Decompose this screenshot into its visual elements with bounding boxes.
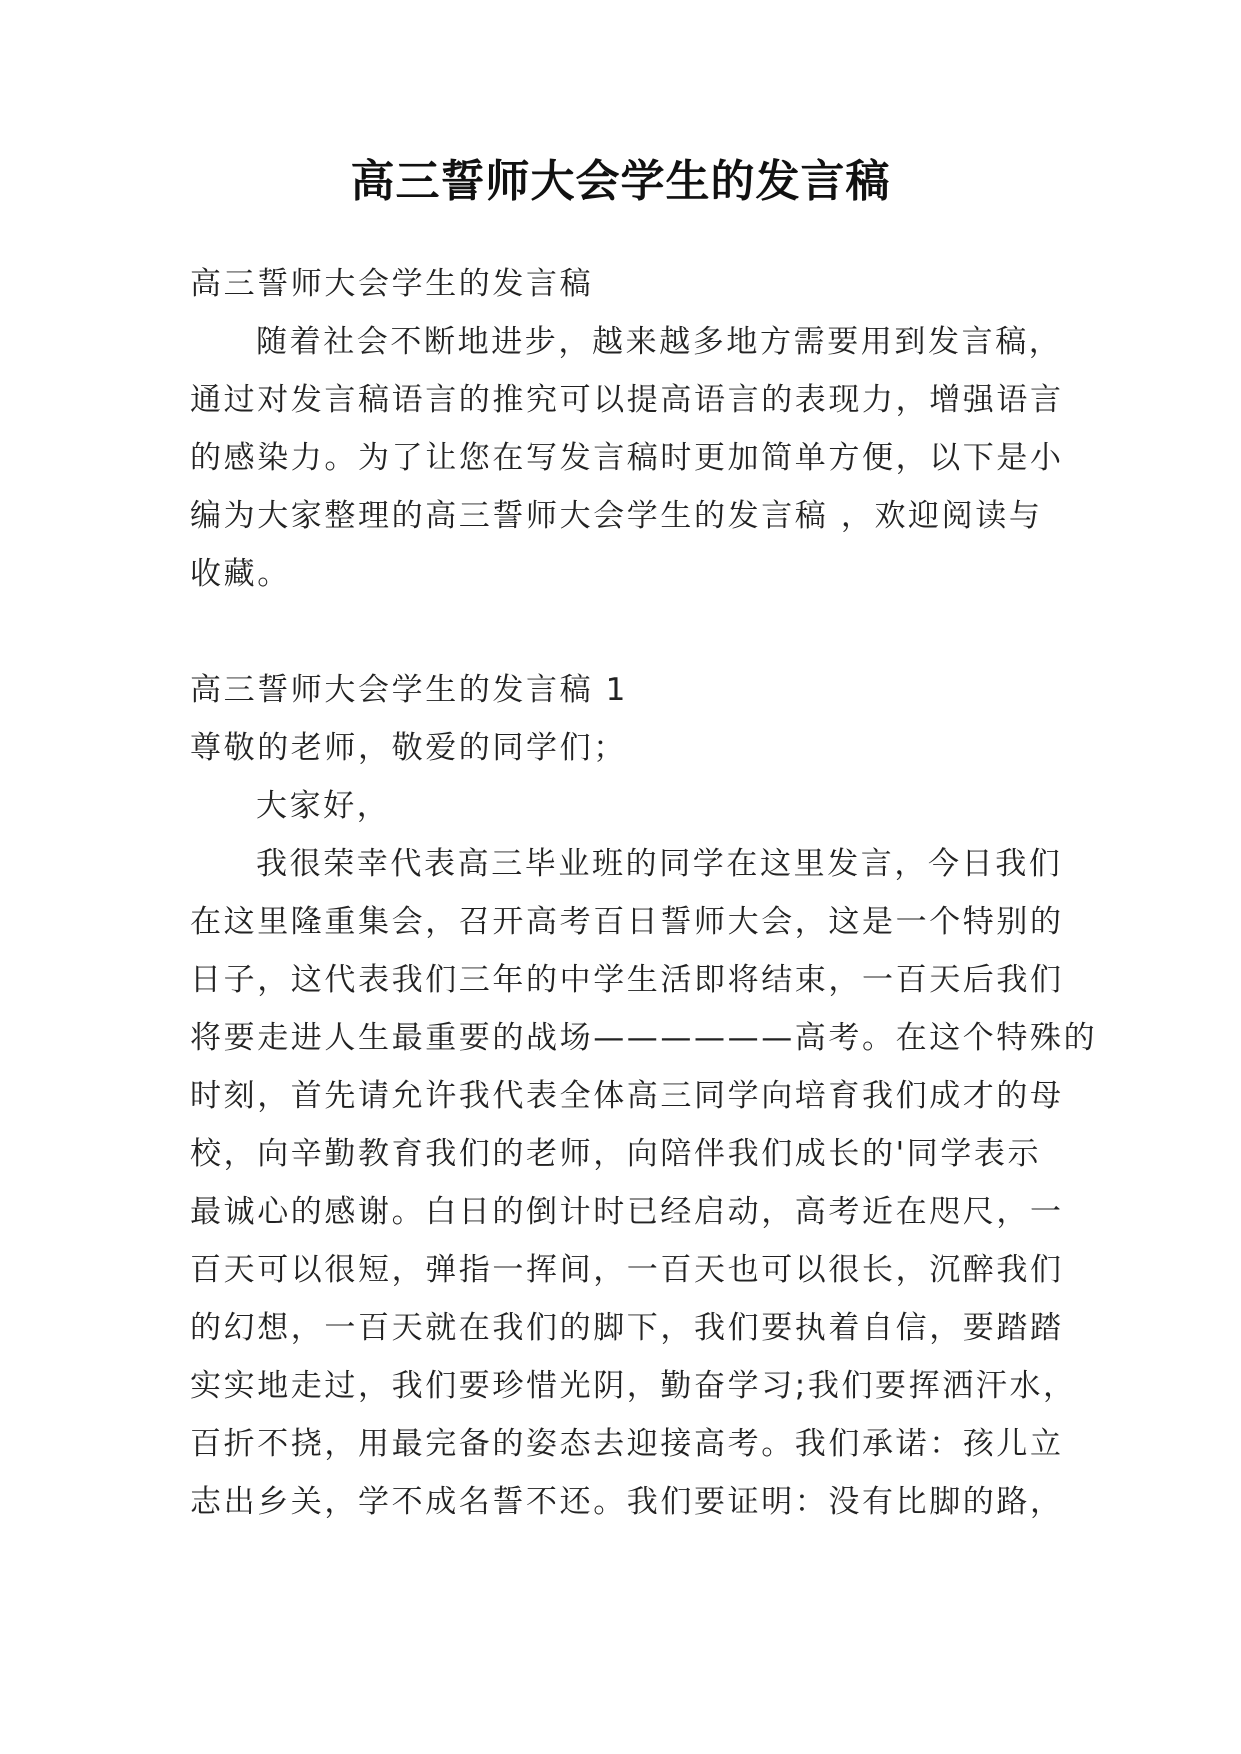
salutation: 尊敬的老师，敬爱的同学们； bbox=[190, 730, 627, 766]
speech-line: 将要走进人生最重要的战场——————高考。在这个特殊的 bbox=[190, 1020, 1098, 1056]
intro-line: 通过对发言稿语言的推究可以提高语言的表现力，增强语言 bbox=[190, 382, 1064, 418]
speech-line: 校，向辛勤教育我们的老师，向陪伴我们成长的'同学表示 bbox=[190, 1136, 1042, 1172]
speech-line: 百天可以很短，弹指一挥间，一百天也可以很长，沉醉我们 bbox=[190, 1252, 1064, 1288]
intro-line: 收藏。 bbox=[190, 556, 291, 592]
speech-line: 时刻，首先请允许我代表全体高三同学向培育我们成才的母 bbox=[190, 1078, 1064, 1114]
speech-line: 志出乡关，学不成名誓不还。我们要证明：没有比脚的路， bbox=[190, 1484, 1064, 1520]
section-heading: 高三誓师大会学生的发言稿 1 bbox=[190, 672, 628, 708]
document-title: 高三誓师大会学生的发言稿 bbox=[350, 156, 891, 207]
speech-line: 实实地走过，我们要珍惜光阴，勤奋学习;我们要挥洒汗水， bbox=[190, 1368, 1077, 1404]
intro-line: 的感染力。为了让您在写发言稿时更加简单方便，以下是小 bbox=[190, 440, 1064, 476]
speech-line: 我很荣幸代表高三毕业班的同学在这里发言，今日我们 bbox=[256, 846, 1063, 882]
speech-line: 百折不挠，用最完备的姿态去迎接高考。我们承诺：孩儿立 bbox=[190, 1426, 1064, 1462]
speech-line: 在这里隆重集会，召开高考百日誓师大会，这是一个特别的 bbox=[190, 904, 1064, 940]
document-body bbox=[190, 255, 1098, 1531]
intro-line: 随着社会不断地进步，越来越多地方需要用到发言稿， bbox=[256, 324, 1063, 360]
intro-heading: 高三誓师大会学生的发言稿 bbox=[190, 266, 594, 302]
speech-line: 最诚心的感谢。白日的倒计时已经启动，高考近在咫尺，一 bbox=[190, 1194, 1064, 1230]
intro-line: 编为大家整理的高三誓师大会学生的发言稿 ，欢迎阅读与 bbox=[190, 498, 1043, 534]
paragraph-gap bbox=[190, 603, 1070, 661]
speech-line: 的幻想，一百天就在我们的脚下，我们要执着自信，要踏踏 bbox=[190, 1310, 1064, 1346]
speech-line: 日子，这代表我们三年的中学生活即将结束，一百天后我们 bbox=[190, 962, 1064, 998]
greeting: 大家好， bbox=[256, 788, 391, 824]
